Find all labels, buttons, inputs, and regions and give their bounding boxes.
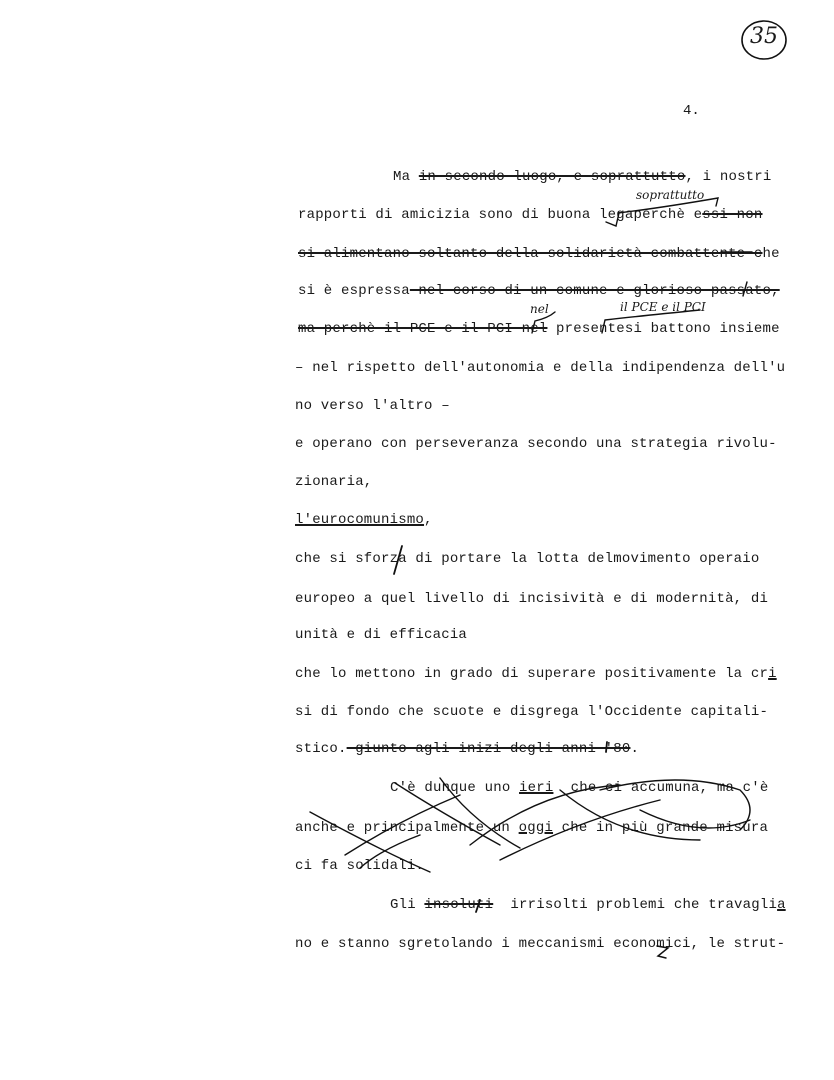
underlined-text: ieri: [519, 780, 554, 796]
text-run: Ma: [393, 169, 419, 185]
text-run: che ci accumuna, ma c'è: [553, 780, 769, 796]
text-run: movimento operaio: [613, 551, 760, 567]
struck-text: si alimentano soltanto della solidarietà combattente c: [298, 246, 763, 262]
struck-text: ssi non: [702, 207, 763, 223]
text-run: Gli: [390, 897, 425, 913]
struck-text: giunto agli inizi degli anni '80: [346, 741, 631, 757]
underlined-text: i: [768, 666, 777, 682]
underlined-text: a: [777, 897, 786, 913]
text-line-17: [390, 780, 768, 796]
text-run: che in più grande misura: [553, 820, 769, 836]
text-run: irrisolti problemi che travagli: [493, 897, 778, 913]
text-line-14: [295, 666, 777, 682]
page-number: 4.: [683, 103, 700, 119]
text-line-15: si di fondo che scuote e disgrega l'Occidente capitali-: [295, 704, 769, 720]
text-line-3: [298, 246, 780, 262]
text-line-7: no verso l'altro –: [295, 398, 450, 414]
handwritten-insertion-2: nel: [530, 302, 549, 316]
text-run: si battono insieme: [624, 321, 780, 337]
text-line-12: europeo a quel livello di incisività e di modernità, di: [295, 591, 769, 607]
text-line-11: [295, 551, 760, 567]
text-run: anche e principalmente un: [295, 820, 519, 836]
struck-text: nel corso di un comune e glorioso passato,: [409, 283, 780, 299]
text-line-5: [298, 321, 780, 337]
struck-text: in secondo luogo, e soprattutto: [418, 169, 686, 185]
text-run: C'è dunque uno: [390, 780, 520, 796]
text-run: stico.: [295, 741, 347, 757]
text-line-4: [298, 283, 780, 299]
text-run: si è espressa: [298, 283, 410, 299]
text-run: perchè e: [633, 207, 703, 223]
text-run: rapporti di amicizia sono di buona lega: [298, 207, 634, 223]
text-run: .: [630, 741, 640, 757]
text-line-1: [393, 169, 771, 185]
handwritten-insertion-3: il PCE e il PCI: [620, 300, 706, 314]
text-run: presente: [547, 321, 625, 337]
text-line-20: [390, 897, 786, 913]
text-run: , i nostri: [685, 169, 772, 185]
text-run: che si sforza di portare la lotta del: [295, 551, 614, 567]
text-line-16: [295, 741, 639, 757]
struck-text: ma perchè il PCE e il PCI nel: [298, 321, 548, 337]
text-run: he: [762, 246, 780, 262]
text-run: che lo mettono in grado di superare positivamente la cr: [295, 666, 769, 682]
text-line-6: – nel rispetto dell'autonomia e della indipendenza dell'u: [295, 360, 786, 376]
page-stamp-number: 35: [750, 24, 778, 49]
underlined-text: l'eurocomunismo: [295, 512, 425, 528]
text-line-2: [298, 207, 763, 223]
text-line-13: unità e di efficacia: [295, 627, 468, 643]
text-line-21: no e stanno sgretolando i meccanismi economici, le strut-: [295, 936, 786, 952]
text-line-9: zionaria,: [295, 474, 373, 490]
text-line-18: [295, 820, 768, 836]
text-line-19: ci fa solidali.: [295, 858, 425, 874]
text-line-10: [295, 512, 433, 528]
struck-text: insoluti: [424, 897, 494, 913]
underlined-text: oggi: [518, 820, 554, 836]
text-run: ,: [424, 512, 433, 528]
text-line-8: e operano con perseveranza secondo una strategia rivolu-: [295, 436, 777, 452]
handwritten-insertion-1: soprattutto: [636, 188, 705, 202]
